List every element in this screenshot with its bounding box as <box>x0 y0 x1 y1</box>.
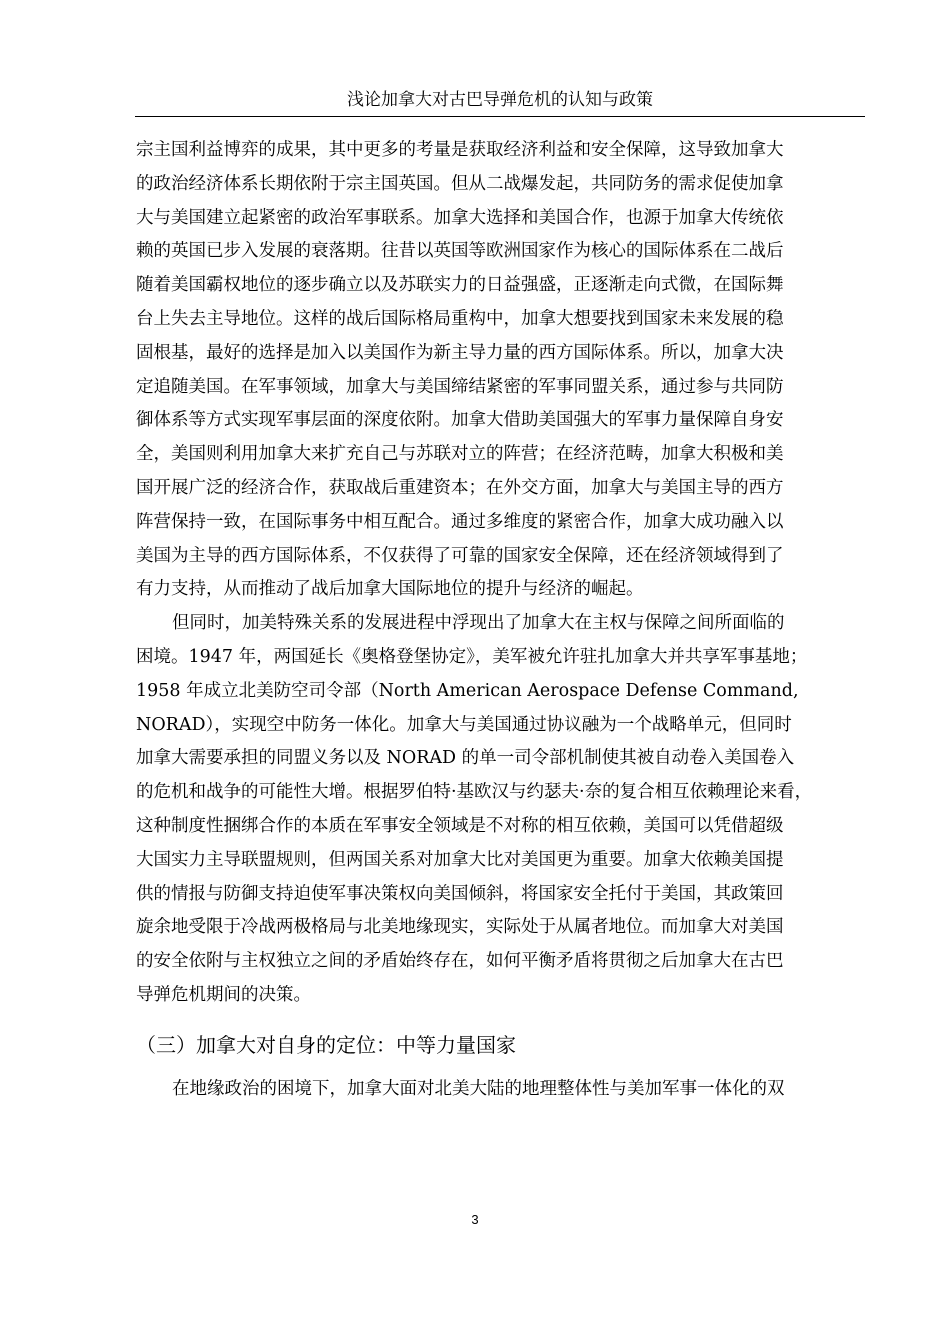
paragraph-line: 随着美国霸权地位的逐步确立以及苏联实力的日益强盛，正逐渐走向式微，在国际舞 <box>136 275 784 296</box>
paragraph-line: 旋余地受限于冷战两极格局与北美地缘现实，实际处于从属者地位。而加拿大对美国 <box>136 917 784 938</box>
paragraph-line: 国开展广泛的经济合作，获取战后重建资本；在外交方面，加拿大与美国主导的西方 <box>136 477 784 498</box>
paragraph-line: 大与美国建立起紧密的政治军事联系。加拿大选择和美国合作，也源于加拿大传统依 <box>136 207 784 228</box>
paragraph-line: 大国实力主导联盟规则，但两国关系对加拿大比对美国更为重要。加拿大依赖美国提 <box>136 849 784 870</box>
paragraph-line: 但同时，加美特殊关系的发展进程中浮现出了加拿大在主权与保障之间所面临的 <box>172 613 785 634</box>
paragraph-line: 导弹危机期间的决策。 <box>136 984 311 1005</box>
paragraph-line: 的政治经济体系长期依附于宗主国英国。但从二战爆发起，共同防务的需求促使加拿 <box>136 173 784 194</box>
paragraph-line: 御体系等方式实现军事层面的深度依附。加拿大借助美国强大的军事力量保障自身安 <box>136 410 784 431</box>
paragraph-line: 有力支持，从而推动了战后加拿大国际地位的提升与经济的崛起。 <box>136 579 644 600</box>
paragraph-line: 供的情报与防御支持迫使军事决策权向美国倾斜，将国家安全托付于美国，其政策回 <box>136 883 784 904</box>
paragraph-line: NORAD），实现空中防务一体化。加拿大与美国通过协议融为一个战略单元，但同时 <box>136 714 792 735</box>
paragraph-line: 在地缘政治的困境下，加拿大面对北美大陆的地理整体性与美加军事一体化的双 <box>172 1078 785 1099</box>
paragraph-line: 的安全依附与主权独立之间的矛盾始终存在，如何平衡矛盾将贯彻之后加拿大在古巴 <box>136 951 784 972</box>
paragraph-line: 这种制度性捆绑合作的本质在军事安全领域是不对称的相互依赖，美国可以凭借超级 <box>136 815 784 836</box>
body-text <box>136 134 848 1107</box>
running-header: 浅论加拿大对古巴导弹危机的认知与政策 <box>347 90 653 110</box>
paragraph-line: 美国为主导的西方国际体系，不仅获得了可靠的国家安全保障，还在经济领域得到了 <box>136 545 784 566</box>
page-number: 3 <box>471 1212 479 1227</box>
paragraph-line: 台上失去主导地位。这样的战后国际格局重构中，加拿大想要找到国家未来发展的稳 <box>136 308 784 329</box>
paragraph-line: 固根基，最好的选择是加入以美国作为新主导力量的西方国际体系。所以，加拿大决 <box>136 342 784 363</box>
paragraph-line: 的危机和战争的可能性大增。根据罗伯特·基欧汉与约瑟夫·奈的复合相互依赖理论来看， <box>136 782 813 803</box>
paragraph-line: 赖的英国已步入发展的衰落期。往昔以英国等欧洲国家作为核心的国际体系在二战后 <box>136 241 784 262</box>
paragraph-line: 阵营保持一致，在国际事务中相互配合。通过多维度的紧密合作，加拿大成功融入以 <box>136 511 784 532</box>
paragraph-line: 加拿大需要承担的同盟义务以及 NORAD 的单一司令部机制使其被自动卷入美国卷入 <box>136 748 795 769</box>
paragraph-line: 困境。1947 年，两国延长《奥格登堡协定》，美军被允许驻扎加拿大并共享军事基地； <box>136 646 808 667</box>
header-rule <box>135 116 865 117</box>
paragraph-line: 定追随美国。在军事领域，加拿大与美国缔结紧密的军事同盟关系，通过参与共同防 <box>136 376 784 397</box>
paragraph-line: 宗主国利益博弈的成果，其中更多的考量是获取经济利益和安全保障，这导致加拿大 <box>136 140 784 160</box>
section-heading: （三）加拿大对自身的定位：中等力量国家 <box>136 1032 516 1057</box>
paragraph-line: 1958 年成立北美防空司令部（North American Aerospace Defense Command, <box>136 680 799 701</box>
paragraph-line: 全，美国则利用加拿大来扩充自己与苏联对立的阵营；在经济范畴，加拿大积极和美 <box>136 444 784 465</box>
